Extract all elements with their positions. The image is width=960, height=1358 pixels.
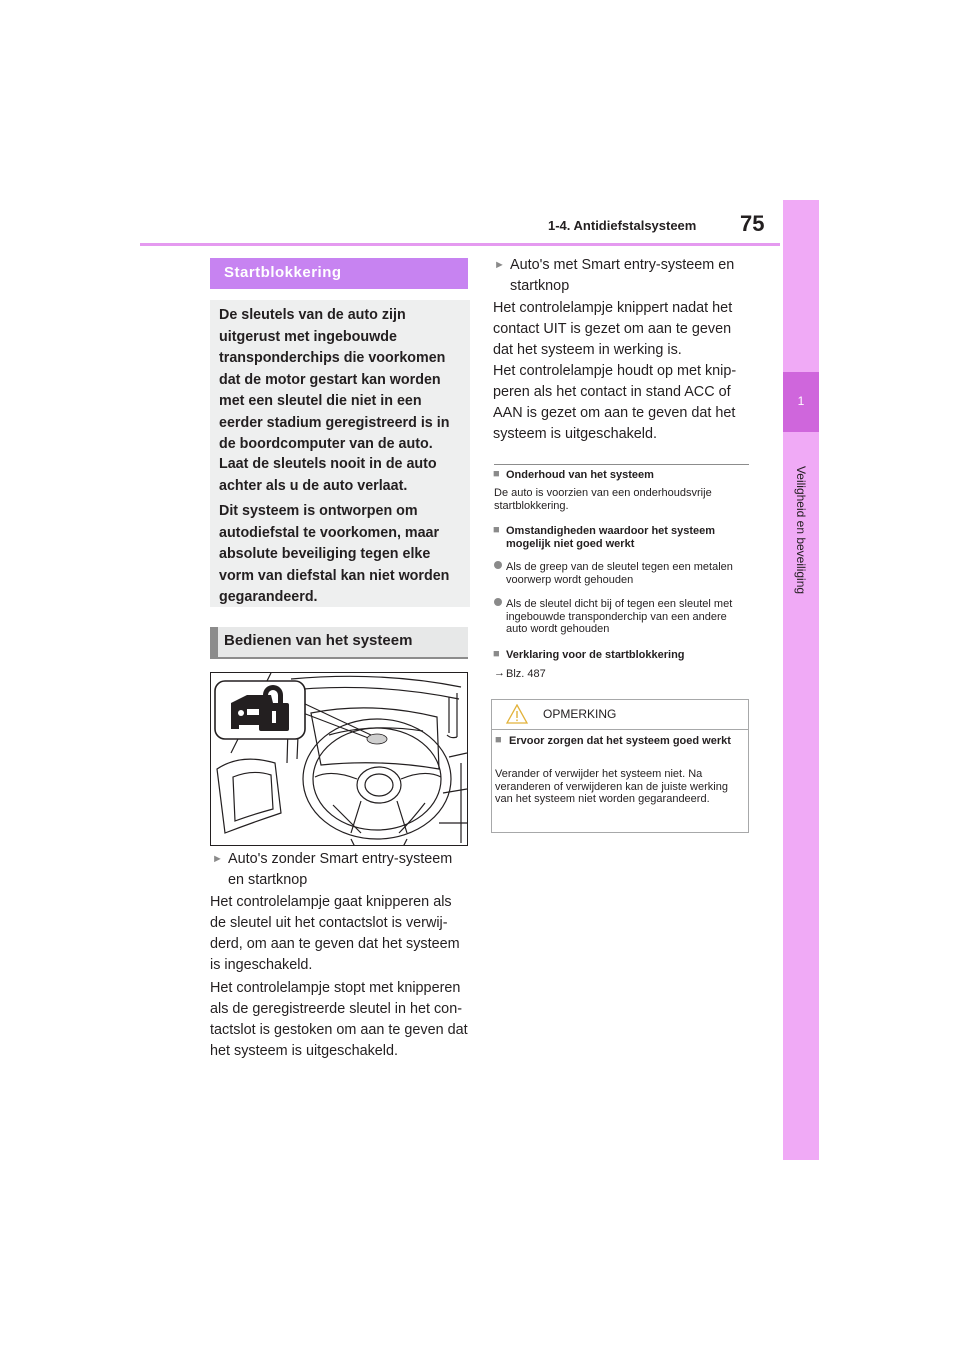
- square-bullet-icon: ■: [493, 468, 500, 480]
- chapter-label: Veiligheid en beveiliging: [794, 465, 808, 595]
- intro-paragraph-1: De sleutels van de auto zijn uitgerust met ingebouwde transponderchips die voorkomen dat de motor gestart kan worden met een sleutel die niet in een eerder stadium geregistreerd is in de boordcomputer van de auto.: [219, 307, 450, 452]
- round-bullet-icon: [494, 561, 502, 569]
- heading-arrow-icon: ►: [494, 259, 505, 271]
- note-text: Verander of verwijder het systeem niet. Na veranderen of verwijderen kan de juiste werking van het systeem niet worden gegarandeerd.: [495, 768, 728, 805]
- page-number: 75: [740, 211, 765, 236]
- smart-paragraph-2: Het controlelampje houdt op met knipperen als het contact in stand ACC of AAN is gezet om aan te geven dat het systeem is uitgeschakeld.: [493, 363, 737, 442]
- no-smart-heading: Auto's zonder Smart entry-systeem en startknop: [228, 851, 453, 888]
- square-bullet-icon: ■: [493, 648, 500, 660]
- onderhoud-text: De auto is voorzien van een onderhoudsvrije startblokkering.: [494, 487, 712, 512]
- omstandigheden-title: Omstandigheden waardoor het systeem mogelijk niet goed werkt: [506, 525, 716, 550]
- dashboard-drawing: [211, 673, 468, 846]
- bullet-metalen-voorwerp: Als de greep van de sleutel tegen een metalen voorwerp wordt gehouden: [506, 561, 733, 586]
- info-divider: [494, 464, 749, 465]
- square-bullet-icon: ■: [493, 524, 500, 536]
- verklaring-title: Verklaring voor de startblokkering: [506, 649, 685, 661]
- section-title: 1-4. Antidiefstalsysteem: [548, 218, 697, 233]
- bedienen-title: Bedienen van het systeem: [224, 632, 413, 649]
- bullet-andere-sleutel: Als de sleutel dicht bij of tegen een sleutel met ingebouwde transponderchip van een andere auto wordt gehouden: [506, 598, 733, 635]
- no-smart-paragraph-1: Het controlelampje gaat knipperen als de sleutel uit het contactslot is verwijderd, om aan te geven dat het systeem is ingeschakeld.: [210, 894, 460, 973]
- dashboard-illustration: [210, 672, 468, 846]
- intro-paragraph-3: Dit systeem is ontworpen om autodiefstal te voorkomen, maar absolute beveiliging tegen elke vorm van diefstal kan niet worden gegarandeerd.: [219, 503, 450, 605]
- no-smart-paragraph-2: Het controlelampje stopt met knipperen als de geregistreerde sleutel in het contactslot is gestoken om aan te geven dat het systeem is uitgeschakeld.: [210, 980, 468, 1059]
- startblokkering-title: Startblokkering: [224, 264, 342, 281]
- note-box: [491, 699, 749, 833]
- chapter-side-strip: [783, 200, 819, 1160]
- square-bullet-icon: ■: [495, 734, 502, 746]
- chapter-number: 1: [797, 394, 805, 408]
- note-divider: [491, 729, 749, 730]
- onderhoud-title: Onderhoud van het systeem: [506, 469, 654, 481]
- note-title: OPMERKING: [543, 707, 617, 721]
- reference-arrow-icon: →: [494, 667, 505, 679]
- intro-paragraph-2: Laat de sleutels nooit in de auto achter als u de auto verlaat.: [219, 456, 437, 494]
- note-subtitle: Ervoor zorgen dat het systeem goed werkt: [509, 735, 731, 747]
- round-bullet-icon: [494, 598, 502, 606]
- smart-heading: Auto's met Smart entry-systeem en startknop: [510, 257, 735, 294]
- smart-paragraph-1: Het controlelampje knippert nadat het contact UIT is gezet om aan te geven dat het systeem in werking is.: [493, 300, 733, 358]
- verklaring-reference: Blz. 487: [506, 668, 546, 680]
- bedienen-rule: [210, 657, 468, 659]
- heading-arrow-icon: ►: [212, 853, 223, 865]
- warning-icon: [506, 704, 528, 724]
- header-rule: [140, 243, 780, 246]
